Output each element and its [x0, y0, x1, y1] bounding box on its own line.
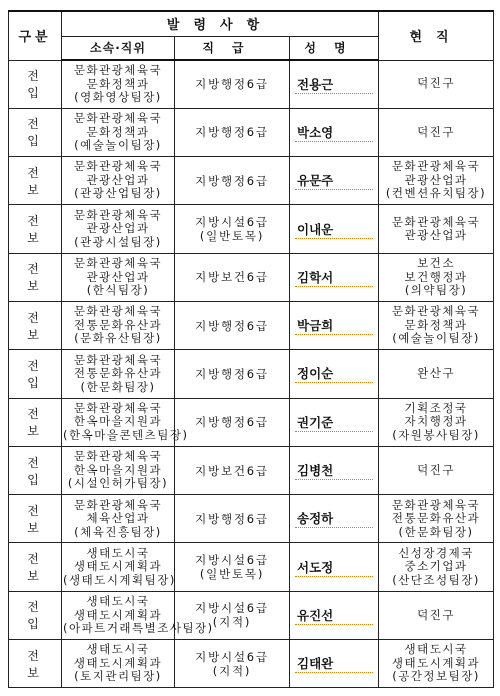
grade-line: 지방시설6급: [195, 601, 269, 616]
name-cell: [290, 543, 379, 591]
current-line: 관광산업과: [404, 228, 468, 243]
org-line: 생태도시계획과: [73, 559, 163, 574]
table-row: [9, 205, 494, 253]
grade-line: 지방행정6급: [195, 173, 269, 188]
person-name: 유진선: [295, 606, 373, 625]
person-name: 이내운: [295, 220, 373, 239]
table-row: [9, 157, 494, 205]
name-cell: [290, 108, 379, 156]
org-line: (문화유산팀장): [74, 331, 162, 346]
person-name: 김태완: [295, 654, 373, 673]
order-type-cell: 전보: [9, 301, 62, 349]
order-type-cell: 전보: [9, 640, 62, 688]
current-position-cell: [379, 591, 494, 639]
current-line: 생태도시국: [404, 642, 468, 657]
grade-cell: [175, 205, 290, 253]
person-name: 권기준: [295, 413, 373, 432]
current-position-cell: [379, 157, 494, 205]
table-row: [9, 350, 494, 398]
header-order: 발령사항: [62, 11, 379, 36]
order-type-cell: 전입: [9, 591, 62, 639]
order-type-cell: 전보: [9, 543, 62, 591]
person-name: 박금희: [295, 316, 373, 335]
current-position-cell: [379, 301, 494, 349]
current-line: (자원봉사팀장): [392, 427, 480, 442]
org-line: (생태도시계획팀장): [63, 572, 176, 587]
table-row: [9, 253, 494, 301]
current-line: 관광산업과: [404, 172, 468, 187]
grade-cell: [175, 640, 290, 688]
org-position-cell: [62, 157, 175, 205]
current-position-cell: [379, 543, 494, 591]
table-row: [9, 60, 494, 108]
org-position-cell: [62, 543, 175, 591]
org-line: 관광산업과: [86, 221, 150, 236]
table-body: [9, 60, 494, 688]
current-line: 보건소: [417, 256, 455, 271]
grade-line: 지방시설6급: [195, 553, 269, 568]
current-line: (의약팀장): [404, 283, 468, 298]
org-line: 문화정책과: [86, 76, 150, 91]
name-cell: [290, 495, 379, 543]
org-line: 생태도시국: [86, 594, 150, 609]
grade-cell: [175, 446, 290, 494]
current-line: 덕진구: [417, 76, 455, 91]
grade-line: 지방행정6급: [195, 415, 269, 430]
order-type-cell: 전보: [9, 157, 62, 205]
current-line: 덕진구: [417, 607, 455, 622]
name-cell: [290, 591, 379, 639]
grade-line: 지방행정6급: [195, 511, 269, 526]
current-line: (공간정보팀장): [392, 669, 480, 684]
name-cell: [290, 446, 379, 494]
grade-line: (지적): [212, 615, 252, 630]
current-line: 문화관광체육국: [391, 214, 481, 229]
table-row: [9, 495, 494, 543]
header-name: 성명: [290, 36, 379, 60]
grade-line: 지방행정6급: [195, 125, 269, 140]
org-line: 생태도시국: [86, 642, 150, 657]
grade-cell: [175, 350, 290, 398]
order-type-cell: 전보: [9, 205, 62, 253]
org-position-cell: [62, 591, 214, 639]
org-position-cell: [62, 60, 175, 108]
org-line: 체육산업과: [86, 511, 150, 526]
grade-line: 지방시설6급: [195, 649, 269, 664]
order-type-cell: 전입: [9, 446, 62, 494]
header-current: 현직: [379, 11, 494, 60]
person-name: 김병천: [295, 461, 373, 480]
org-line: (관광산업팀장): [74, 186, 162, 201]
org-position-cell: [62, 640, 175, 688]
grade-cell: [175, 108, 290, 156]
org-line: (관광시설팀장): [74, 234, 162, 249]
org-line: 생태도시국: [86, 545, 150, 560]
grade-line: (지적): [212, 663, 252, 678]
order-type-cell: 전입: [9, 350, 62, 398]
org-line: (한옥마을콘텐츠팀장): [63, 427, 189, 442]
order-type-cell: 전입: [9, 60, 62, 108]
table-row: [9, 398, 494, 446]
personnel-order-sheet: [8, 10, 493, 692]
name-cell: [290, 301, 379, 349]
person-name: 서도정: [295, 558, 373, 577]
org-line: (시설인허가팀장): [67, 476, 169, 491]
person-name: 송정하: [295, 509, 373, 528]
org-line: 문화관광체육국: [73, 159, 163, 174]
org-position-cell: [62, 446, 175, 494]
grade-cell: [175, 253, 290, 301]
current-line: 덕진구: [417, 462, 455, 477]
current-position-cell: [379, 495, 494, 543]
org-line: (체육진흥팀장): [74, 524, 162, 539]
org-position-cell: [62, 398, 189, 446]
order-type-cell: 전보: [9, 495, 62, 543]
header-gubun: 구분: [9, 11, 62, 60]
grade-line: 지방행정6급: [195, 318, 269, 333]
org-line: 전통문화유산과: [73, 366, 163, 381]
current-line: 덕진구: [417, 124, 455, 139]
person-name: 전용근: [295, 75, 373, 94]
current-position-cell: [379, 108, 494, 156]
org-line: (한문화팀장): [80, 379, 156, 394]
org-position-cell: [62, 495, 175, 543]
current-line: 중소기업과: [404, 559, 468, 574]
org-line: 문화관광체육국: [73, 304, 163, 319]
current-line: 자치행정과: [404, 414, 468, 429]
name-cell: [290, 157, 379, 205]
org-line: 한옥마을지원과: [73, 462, 163, 477]
org-line: 문화관광체육국: [73, 497, 163, 512]
org-line: 전통문화유산과: [73, 317, 163, 332]
org-line: 관광산업과: [86, 172, 150, 187]
order-type-cell: 전보: [9, 398, 62, 446]
current-line: 문화관광체육국: [391, 497, 481, 512]
org-line: (아파트거래특별조사팀장): [63, 621, 214, 636]
current-line: 생태도시계획과: [391, 655, 481, 670]
grade-line: 지방시설6급: [195, 215, 269, 230]
grade-line: (일반토목): [199, 567, 265, 582]
current-line: (한문화팀장): [398, 524, 474, 539]
current-line: 신성장경제국: [398, 545, 474, 560]
header-org-position: 소속·직위: [62, 36, 175, 60]
org-line: (토지관리팀장): [74, 669, 162, 684]
current-position-cell: [379, 60, 494, 108]
table-row: [9, 301, 494, 349]
name-cell: [290, 60, 379, 108]
person-name: 유문주: [295, 171, 373, 190]
org-position-cell: [62, 205, 175, 253]
org-line: 관광산업과: [86, 269, 150, 284]
current-position-cell: [379, 398, 494, 446]
person-name: 김학서: [295, 268, 373, 287]
org-line: 문화관광체육국: [73, 256, 163, 271]
org-position-cell: [62, 301, 175, 349]
org-position-cell: [62, 253, 175, 301]
org-line: 문화관광체육국: [73, 111, 163, 126]
name-cell: [290, 205, 379, 253]
table-row: [9, 108, 494, 156]
grade-line: 지방행정6급: [195, 366, 269, 381]
current-position-cell: [379, 446, 494, 494]
table-row: [9, 446, 494, 494]
person-name: 정이순: [295, 364, 373, 383]
org-line: 문화관광체육국: [73, 207, 163, 222]
org-line: (영화영상팀장): [74, 90, 162, 105]
table-row: [9, 640, 494, 688]
current-position-cell: [379, 350, 494, 398]
org-line: 문화관광체육국: [73, 449, 163, 464]
current-line: 기획조정국: [404, 400, 468, 415]
org-line: (예술놀이팀장): [74, 138, 162, 153]
person-name: 박소영: [295, 123, 373, 142]
name-cell: [290, 398, 379, 446]
grade-line: 지방보건6급: [195, 270, 269, 285]
grade-cell: [175, 543, 290, 591]
current-line: 보건행정과: [404, 269, 468, 284]
grade-cell: [175, 60, 290, 108]
current-position-cell: [379, 253, 494, 301]
grade-line: (일반토목): [199, 229, 265, 244]
grade-cell: [175, 301, 290, 349]
org-line: 문화관광체육국: [73, 400, 163, 415]
table-header: [9, 11, 494, 60]
personnel-table: [8, 10, 494, 688]
current-line: 완산구: [417, 366, 455, 381]
org-line: 문화정책과: [86, 124, 150, 139]
org-position-cell: [62, 350, 175, 398]
current-line: 문화관광체육국: [391, 304, 481, 319]
order-type-cell: 전보: [9, 253, 62, 301]
grade-line: 지방행정6급: [195, 77, 269, 92]
current-line: 전통문화유산과: [391, 511, 481, 526]
org-line: 문화관광체육국: [73, 63, 163, 78]
header-grade: 직급: [175, 36, 290, 60]
order-type-cell: 전입: [9, 108, 62, 156]
org-position-cell: [62, 108, 175, 156]
org-line: (한식팀장): [86, 283, 150, 298]
name-cell: [290, 350, 379, 398]
current-line: (예술놀이팀장): [392, 331, 480, 346]
org-line: 생태도시계획과: [73, 607, 163, 622]
grade-cell: [175, 495, 290, 543]
current-line: 문화관광체육국: [391, 159, 481, 174]
org-line: 한옥마을지원과: [73, 414, 163, 429]
grade-cell: [175, 157, 290, 205]
name-cell: [290, 253, 379, 301]
table-row: [9, 543, 494, 591]
name-cell: [290, 640, 379, 688]
current-line: (산단조성팀장): [392, 572, 480, 587]
org-line: 문화관광체육국: [73, 352, 163, 367]
current-line: 문화정책과: [404, 317, 468, 332]
org-line: 생태도시계획과: [73, 655, 163, 670]
table-row: [9, 591, 494, 639]
grade-line: 지방보건6급: [195, 463, 269, 478]
current-line: (컨벤션유치팀장): [385, 186, 487, 201]
current-position-cell: [379, 205, 494, 253]
grade-cell: [175, 398, 290, 446]
current-position-cell: [379, 640, 494, 688]
